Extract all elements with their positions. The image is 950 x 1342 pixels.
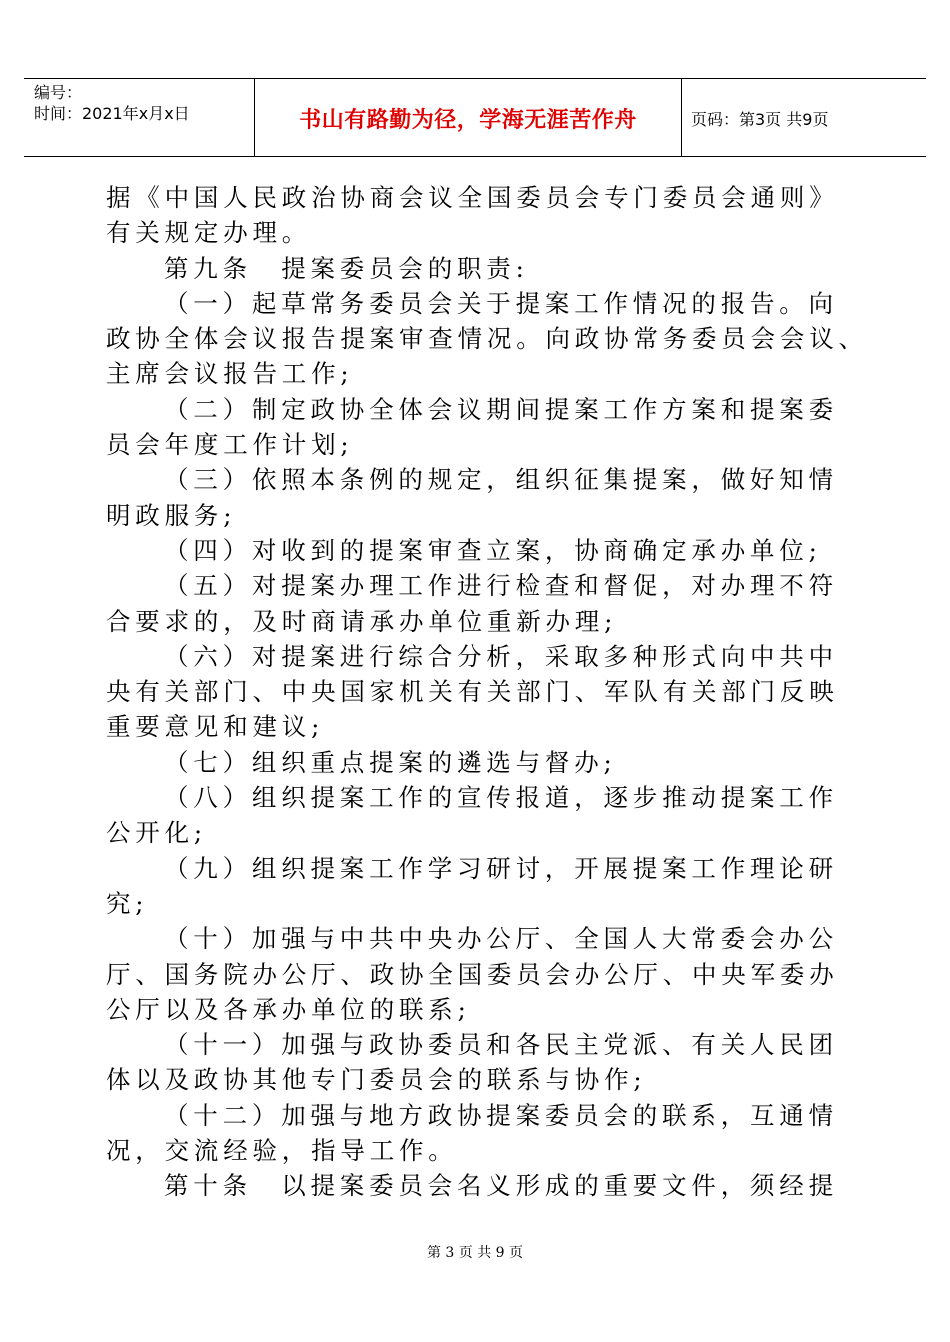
body-line: （三）依照本条例的规定，组织征集提案，做好知情 xyxy=(164,465,838,495)
body-line: 究; xyxy=(106,888,149,918)
body-line: 合要求的，及时商请承办单位重新办理; xyxy=(106,606,618,636)
body-line: （九）组织提案工作学习研讨，开展提案工作理论研 xyxy=(164,853,838,883)
body-line: （五）对提案办理工作进行检查和督促，对办理不符 xyxy=(164,571,838,601)
document-body xyxy=(106,180,868,1204)
body-line: 厅、国务院办公厅、政协全国委员会办公厅、中央军委办 xyxy=(106,959,839,989)
header-meta-cell xyxy=(24,79,254,156)
body-line: 主席会议报告工作; xyxy=(106,359,354,389)
body-line: 有关规定办理。 xyxy=(106,218,312,248)
body-line: （七）组织重点提案的遴选与督办; xyxy=(164,747,617,777)
header-motto: 书山有路勤为径，学海无涯苦作舟 xyxy=(299,108,637,133)
body-line: （六）对提案进行综合分析，采取多种形式向中共中 xyxy=(164,641,838,671)
body-line: （一）起草常务委员会关于提案工作情况的报告。向 xyxy=(164,288,838,318)
body-line: 据《中国人民政治协商会议全国委员会专门委员会通则》 xyxy=(106,183,839,212)
body-line: （十二）加强与地方政协提案委员会的联系，互通情 xyxy=(164,1100,838,1130)
body-line: 第九条 提案委员会的职责: xyxy=(164,253,529,283)
body-line: 况，交流经验，指导工作。 xyxy=(106,1136,458,1166)
document-header xyxy=(24,78,926,157)
body-line: 央有关部门、中央国家机关有关部门、军队有关部门反映 xyxy=(106,677,839,707)
body-line: 公厅以及各承办单位的联系; xyxy=(106,994,471,1024)
document-number-label: 编号： xyxy=(34,83,83,102)
body-line: 政协全体会议报告提案审查情况。向政协常务委员会会议、 xyxy=(106,324,868,354)
body-line: （八）组织提案工作的宣传报道，逐步推动提案工作 xyxy=(164,783,838,813)
body-line: 明政服务; xyxy=(106,500,237,530)
body-line: （十一）加强与政协委员和各民主党派、有关人民团 xyxy=(164,1030,838,1060)
body-line: 重要意见和建议; xyxy=(106,712,325,742)
page-footer: 第 3 页 共 9 页 xyxy=(426,1245,524,1261)
body-line: 第十条 以提案委员会名义形成的重要文件，须经提 xyxy=(164,1171,838,1201)
header-page-info: 页码：第3页 共9页 xyxy=(691,110,829,129)
body-line: 员会年度工作计划; xyxy=(106,430,354,460)
body-line: 公开化; xyxy=(106,818,207,848)
header-page-cell xyxy=(681,79,926,156)
body-line: （二）制定政协全体会议期间提案工作方案和提案委 xyxy=(164,394,838,424)
document-time-label: 时间：2021年x月x日 xyxy=(34,104,190,123)
body-line: 体以及政协其他专门委员会的联系与协作; xyxy=(106,1065,647,1095)
body-line: （四）对收到的提案审查立案，协商确定承办单位; xyxy=(164,535,822,565)
header-motto-cell xyxy=(254,79,682,156)
body-line: （十）加强与中共中央办公厅、全国人大常委会办公 xyxy=(164,924,838,954)
